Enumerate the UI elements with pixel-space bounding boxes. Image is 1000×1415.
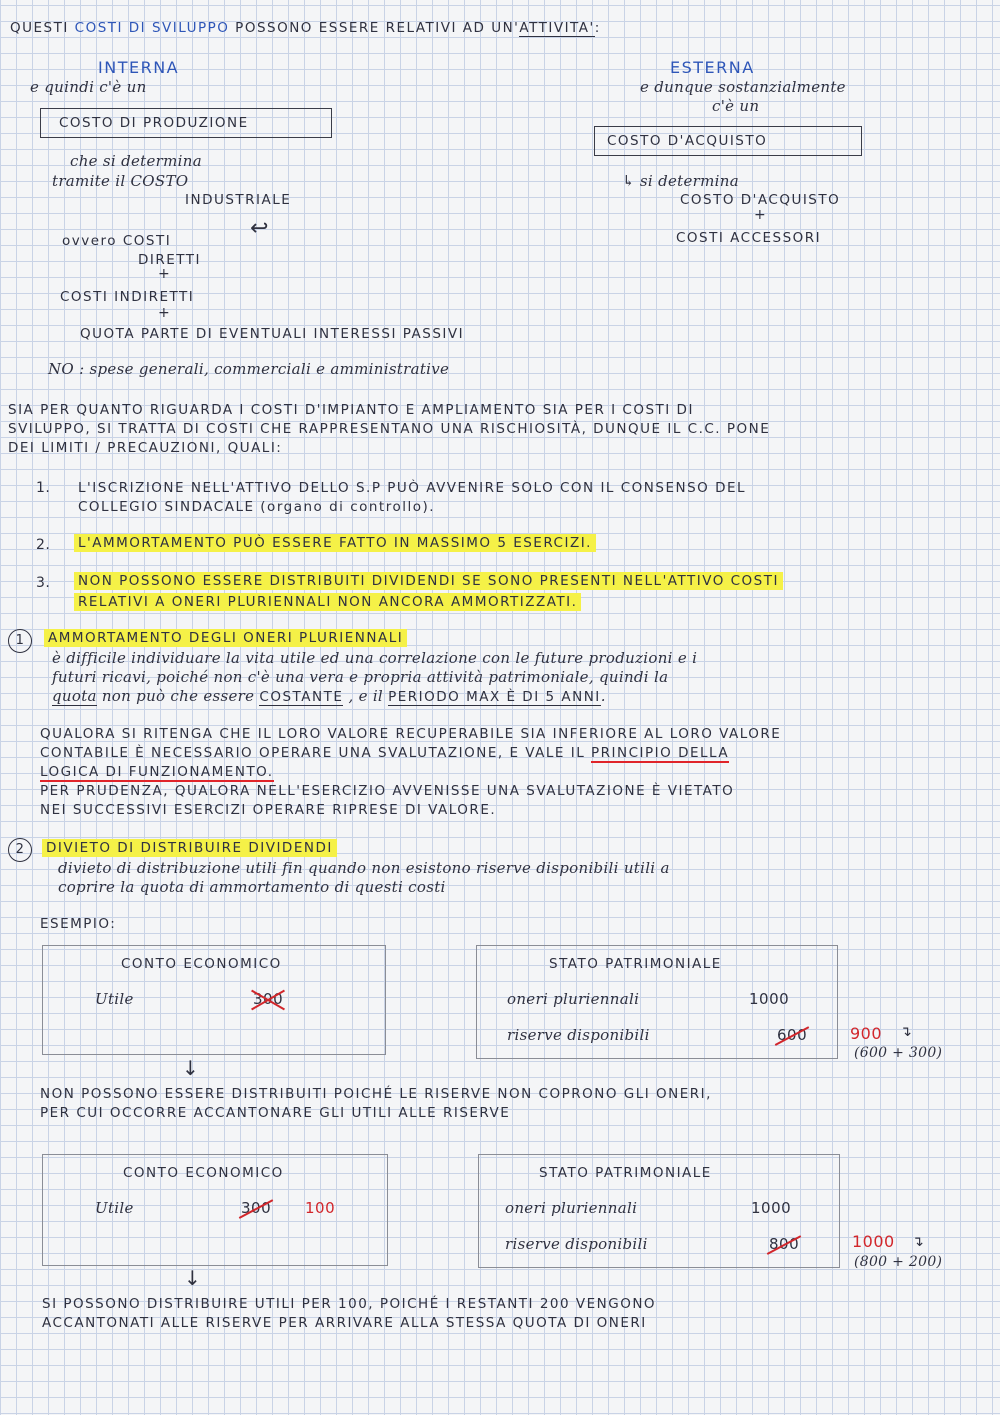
section1-para3-b: NEI SUCCESSIVI ESERCIZI OPERARE RIPRESE DI VALORE. xyxy=(40,802,497,818)
sp2-riserve-label: riserve disponibili xyxy=(505,1235,648,1253)
sp2-oneri-label: oneri pluriennali xyxy=(505,1199,638,1217)
title-pre: QUESTI xyxy=(10,20,69,36)
para1-line-1: SIA PER QUANTO RIGUARDA I COSTI D'IMPIANTO E AMPLIAMENTO SIA PER I COSTI DI xyxy=(8,402,694,418)
curved-arrow-icon: ↩ xyxy=(250,216,269,241)
internal-cost-box-label: COSTO DI PRODUZIONE xyxy=(59,115,249,131)
sp1-arrow-icon: ↴ xyxy=(900,1024,913,1040)
title-post: POSSONO ESSERE RELATIVI AD UN' xyxy=(235,20,520,36)
section2-heading-highlight: DIVIETO DI DISTRIBUIRE DIVIDENDI xyxy=(42,839,337,857)
example-note-2a: SI POSSONO DISTRIBUIRE UTILI PER 100, POICHÉ I RESTANTI 200 VENGONO xyxy=(42,1296,657,1312)
section1-line-2: futuri ricavi, poiché non c'è una vera e propria attività patrimoniale, quindi la xyxy=(52,668,669,686)
example-label: ESEMPIO: xyxy=(40,916,117,932)
external-cost-box xyxy=(594,126,862,156)
title-end: : xyxy=(594,20,601,36)
sp1-title: STATO PATRIMONIALE xyxy=(549,956,722,972)
list-item-3b xyxy=(74,594,581,610)
section1-line-1: è difficile individuare la vita utile ed una correlazione con le future produzioni e i xyxy=(52,649,698,667)
section1-para2-c xyxy=(40,764,274,780)
sp1-riserve-crossed: 600 xyxy=(777,1026,808,1044)
section2-number-circle: 2 xyxy=(8,838,32,862)
list-number-3: 3. xyxy=(36,575,51,591)
internal-quota: QUOTA PARTE DI EVENTUALI INTERESSI PASSIVI xyxy=(80,326,465,342)
ce2-utile-crossed: 300 xyxy=(241,1199,272,1217)
list-item-1b: COLLEGIO SINDACALE (organo di controllo). xyxy=(78,499,436,515)
para1-line-3: DEI LIMITI / PRECAUZIONI, QUALI: xyxy=(8,440,283,456)
ce1-utile-value xyxy=(253,990,283,1008)
section1-text: , e il xyxy=(348,687,384,705)
sp2-new-value: 1000 xyxy=(852,1232,895,1251)
internal-cost-box xyxy=(40,108,332,138)
plus-sign: + xyxy=(754,207,767,223)
no-line: NO : spese generali, commerciali e amministrative xyxy=(48,360,450,378)
sp2-riserve-crossed: 800 xyxy=(769,1235,800,1253)
example2-conto-economico xyxy=(42,1154,388,1266)
section1-principio: PRINCIPIO DELLA xyxy=(591,745,730,761)
external-intro-1: e dunque sostanzialmente xyxy=(640,78,846,96)
section1-line-3 xyxy=(52,687,606,705)
ce2-title: CONTO ECONOMICO xyxy=(123,1165,284,1181)
list-number-1: 1. xyxy=(36,480,51,496)
section1-text: . xyxy=(600,687,606,705)
plus-sign: + xyxy=(158,305,171,321)
section1-heading xyxy=(44,630,407,646)
sp1-riserve-value xyxy=(777,1026,807,1044)
ce1-utile-crossed: 300 xyxy=(253,990,284,1008)
sp1-calc: (600 + 300) xyxy=(854,1045,943,1061)
section2-heading xyxy=(42,840,337,856)
list-item-2-highlight: L'AMMORTAMENTO PUÒ ESSERE FATTO IN MASSIMO 5 ESERCIZI. xyxy=(74,534,596,552)
external-intro-2: c'è un xyxy=(712,97,760,115)
ce2-utile-label: Utile xyxy=(95,1199,134,1217)
example1-conto-economico xyxy=(42,945,386,1055)
list-item-2 xyxy=(74,535,596,551)
ce2-utile-value xyxy=(241,1199,271,1217)
section1-number-circle: 1 xyxy=(8,629,32,653)
section1-heading-highlight: AMMORTAMENTO DEGLI ONERI PLURIENNALI xyxy=(44,629,407,647)
plus-sign: + xyxy=(158,266,171,282)
section1-para3-a: PER PRUDENZA, QUALORA NELL'ESERCIZIO AVVENISSE UNA SVALUTAZIONE È VIETATO xyxy=(40,783,735,799)
external-cost-box-label: COSTO D'ACQUISTO xyxy=(607,133,768,149)
section2-number xyxy=(8,838,32,862)
sp2-calc: (800 + 200) xyxy=(854,1254,943,1270)
internal-indiretti: COSTI INDIRETTI xyxy=(60,289,195,305)
ce1-title: CONTO ECONOMICO xyxy=(121,956,282,972)
internal-desc-3: INDUSTRIALE xyxy=(185,192,292,208)
sp1-new-value: 900 xyxy=(850,1024,883,1043)
section1-para2-a: QUALORA SI RITENGA CHE IL LORO VALORE RECUPERABILE SIA INFERIORE AL LORO VALORE xyxy=(40,726,782,742)
internal-heading: INTERNA xyxy=(98,58,180,77)
internal-desc-1: che si determina xyxy=(70,152,202,170)
external-desc-2: COSTO D'ACQUISTO xyxy=(680,192,841,208)
section1-periodo: PERIODO MAX È DI 5 ANNI xyxy=(388,689,601,705)
section1-costante: COSTANTE xyxy=(259,689,344,705)
ce1-utile-label: Utile xyxy=(95,990,134,1008)
internal-intro: e quindi c'è un xyxy=(30,78,147,96)
sp2-oneri-value: 1000 xyxy=(751,1199,792,1217)
ce2-utile-new: 100 xyxy=(305,1199,336,1217)
list-item-1a: L'ISCRIZIONE NELL'ATTIVO DELLO S.P PUÒ AVVENIRE SOLO CON IL CONSENSO DEL xyxy=(78,480,747,496)
external-desc-1: ↳ si determina xyxy=(622,172,739,190)
sp2-title: STATO PATRIMONIALE xyxy=(539,1165,712,1181)
example1-stato-patrimoniale xyxy=(476,945,838,1059)
section1-text: non può che essere xyxy=(101,687,255,705)
sp1-riserve-label: riserve disponibili xyxy=(507,1026,650,1044)
section2-line-2: coprire la quota di ammortamento di questi costi xyxy=(58,878,446,896)
list-item-3a-highlight: NON POSSONO ESSERE DISTRIBUITI DIVIDENDI SE SONO PRESENTI NELL'ATTIVO COSTI xyxy=(74,572,783,590)
sp2-riserve-value xyxy=(769,1235,799,1253)
list-number-2: 2. xyxy=(36,537,51,553)
internal-diretti: DIRETTI xyxy=(138,252,202,268)
example-note-1a: NON POSSONO ESSERE DISTRIBUITI POICHÉ LE RISERVE NON COPRONO GLI ONERI, xyxy=(40,1086,712,1102)
title-line xyxy=(10,20,601,36)
external-desc-3: COSTI ACCESSORI xyxy=(676,230,822,246)
section2-line-1: divieto di distribuzione utili fin quando non esistono riserve disponibili utili a xyxy=(58,859,670,877)
title-underlined: ATTIVITA' xyxy=(519,20,595,36)
section1-logica: LOGICA DI FUNZIONAMENTO. xyxy=(40,764,274,780)
sp1-oneri-label: oneri pluriennali xyxy=(507,990,640,1008)
example-note-2b: ACCANTONATI ALLE RISERVE PER ARRIVARE ALLA STESSA QUOTA DI ONERI xyxy=(42,1315,647,1331)
sp2-arrow-icon: ↴ xyxy=(912,1234,925,1250)
section1-number xyxy=(8,629,32,653)
sp1-oneri-value: 1000 xyxy=(749,990,790,1008)
example-note-1b: PER CUI OCCORRE ACCANTONARE GLI UTILI ALLE RISERVE xyxy=(40,1105,511,1121)
list-item-3a xyxy=(74,573,783,589)
external-heading: ESTERNA xyxy=(670,58,755,77)
section1-para2-text: CONTABILE È NECESSARIO OPERARE UNA SVALUTAZIONE, E VALE IL xyxy=(40,745,586,761)
internal-ovvero: ovvero COSTI xyxy=(62,233,172,249)
para1-line-2: SVILUPPO, SI TRATTA DI COSTI CHE RAPPRESENTANO UNA RISCHIOSITÀ, DUNQUE IL C.C. PONE xyxy=(8,421,771,437)
section1-quota: quota xyxy=(52,687,97,705)
down-arrow-icon: ↓ xyxy=(184,1266,202,1290)
down-arrow-icon: ↓ xyxy=(182,1056,200,1080)
example2-stato-patrimoniale xyxy=(478,1154,840,1268)
section1-para2-b xyxy=(40,745,729,761)
list-item-3b-highlight: RELATIVI A ONERI PLURIENNALI NON ANCORA AMMORTIZZATI. xyxy=(74,593,581,611)
title-highlight-blue: COSTI DI SVILUPPO xyxy=(74,20,230,36)
internal-desc-2: tramite il COSTO xyxy=(52,172,189,190)
